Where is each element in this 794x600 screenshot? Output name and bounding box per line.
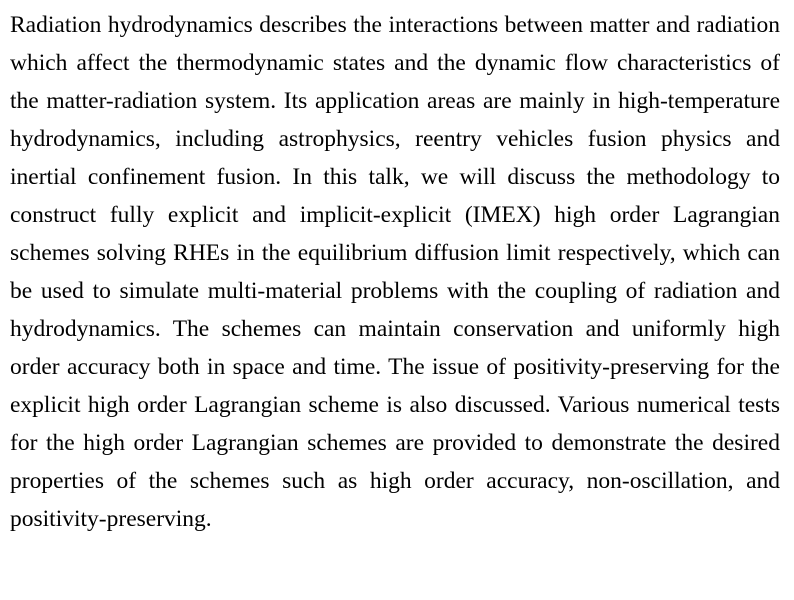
abstract-paragraph: Radiation hydrodynamics describes the interactions between matter and radiation which affect the thermodynamic states and the dynamic flow characteristics of the matter-radiation system. Its application areas are mainly in high-temperature hydrodynamics, including astrophysics, reentry vehicles fusion physics and inertial confinement fusion. In this talk, we will discuss the methodology to construct fully explicit and implicit-explicit (IMEX) high order Lagrangian schemes solving RHEs in the equilibrium diffusion limit respectively, which can be used to simulate multi-material problems with the coupling of radiation and hydrodynamics. The schemes can maintain conservation and uniformly high order accuracy both in space and time. The issue of positivity-preserving for the explicit high order Lagrangian scheme is also discussed. Various numerical tests for the high order Lagrangian schemes are provided to demonstrate the desired properties of the schemes such as high order accuracy, non-oscillation, and positivity-preserving. bbox=[10, 12, 780, 532]
